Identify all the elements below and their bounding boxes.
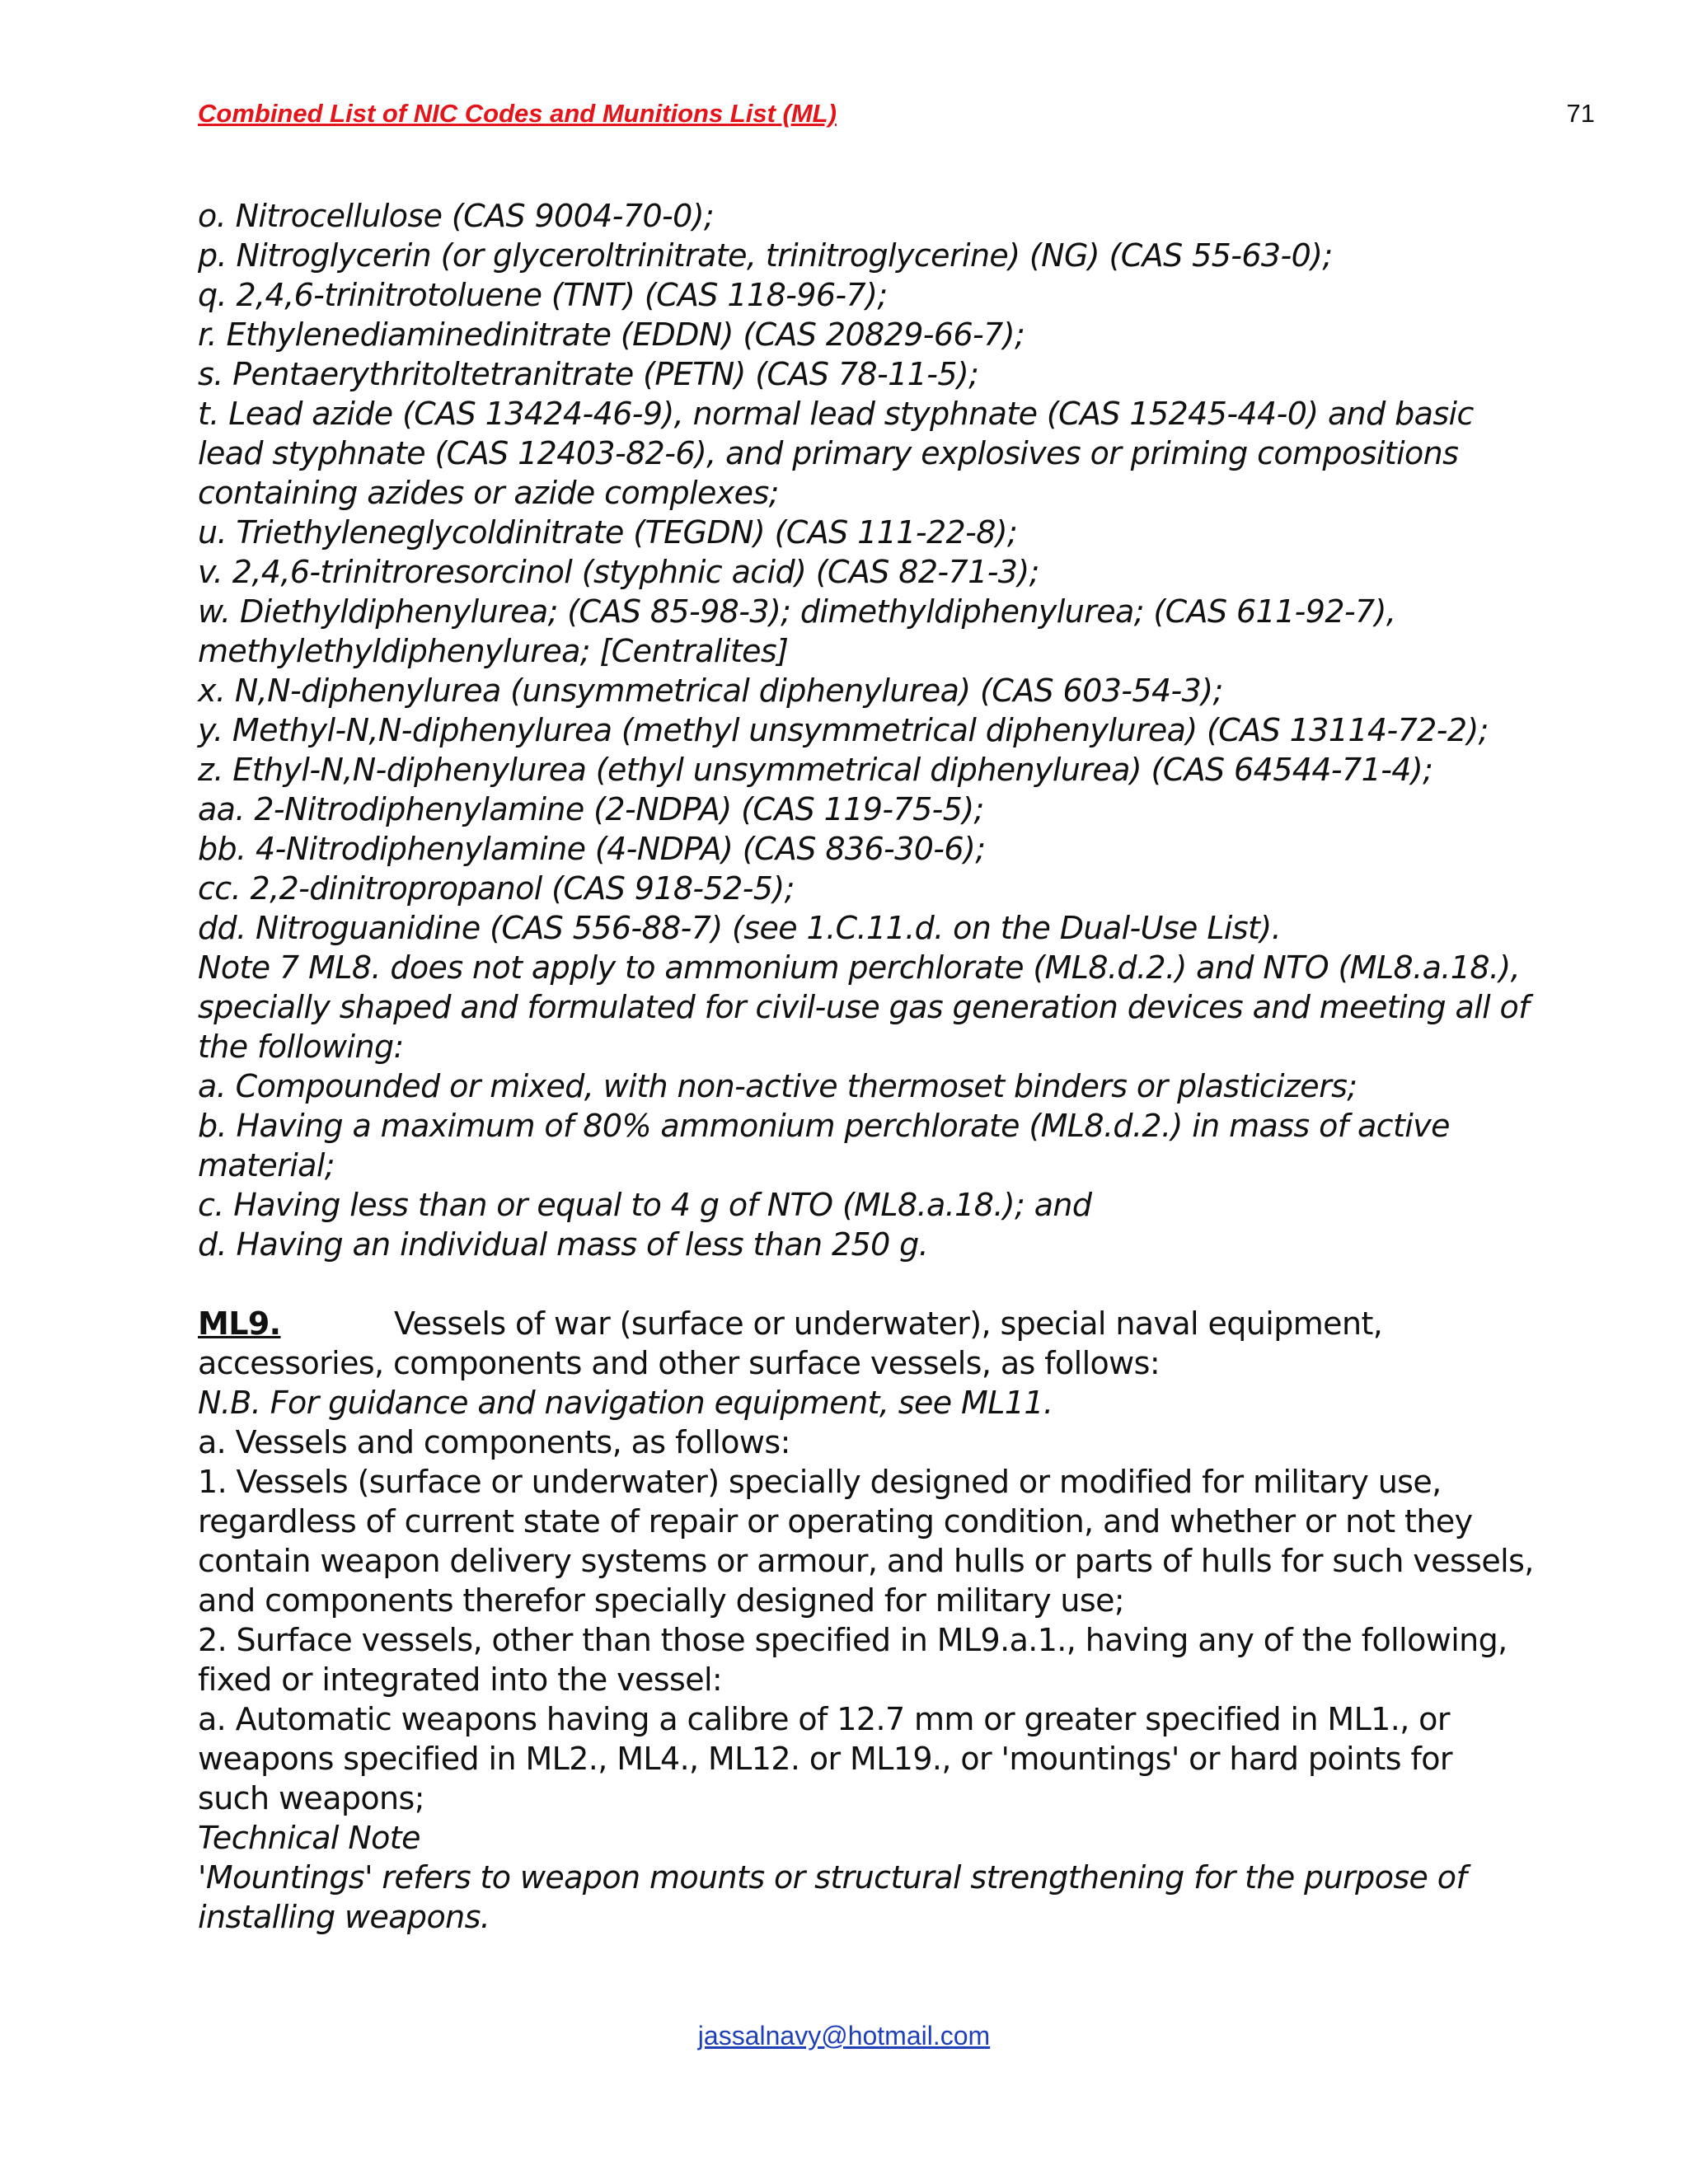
ml9-line: 1. Vessels (surface or underwater) specially designed or modified for military use, xyxy=(198,1464,1442,1500)
ml9-line: a. Automatic weapons having a calibre of 12.7 mm or greater specified in ML1., or xyxy=(198,1701,1450,1737)
ml9-line: contain weapon delivery systems or armour, and hulls or parts of hulls for such vessels, xyxy=(198,1543,1534,1579)
ml9-line: fixed or integrated into the vessel: xyxy=(198,1661,723,1698)
list-item: v. 2,4,6-trinitroresorcinol (styphnic acid) (CAS 82-71-3); xyxy=(198,554,1039,590)
list-item: dd. Nitroguanidine (CAS 556-88-7) (see 1.C.11.d. on the Dual-Use List). xyxy=(198,910,1282,946)
note-line: specially shaped and formulated for civil-use gas generation devices and meeting all of xyxy=(198,989,1529,1025)
list-item: aa. 2-Nitrodiphenylamine (2-NDPA) (CAS 119-75-5); xyxy=(198,791,984,827)
paragraph-gap xyxy=(198,1264,1484,1304)
ml9-line: such weapons; xyxy=(198,1780,424,1816)
list-item: bb. 4-Nitrodiphenylamine (4-NDPA) (CAS 836-30-6); xyxy=(198,831,986,867)
note-line: the following: xyxy=(198,1029,404,1065)
list-item: lead styphnate (CAS 12403-82-6), and primary explosives or priming compositions xyxy=(198,435,1459,471)
nb-note: N.B. For guidance and navigation equipment, see ML11. xyxy=(198,1385,1053,1421)
ml9-line: regardless of current state of repair or operating condition, and whether or not they xyxy=(198,1503,1473,1540)
ml9-line: a. Vessels and components, as follows: xyxy=(198,1424,790,1460)
list-item: containing azides or azide complexes; xyxy=(198,475,779,511)
note-line: d. Having an individual mass of less than 250 g. xyxy=(198,1226,929,1263)
note-line: Note 7 ML8. does not apply to ammonium perchlorate (ML8.d.2.) and NTO (ML8.a.18.), xyxy=(198,949,1521,986)
list-item: s. Pentaerythritoltetranitrate (PETN) (CAS 78-11-5); xyxy=(198,356,979,392)
list-item: w. Diethyldiphenylurea; (CAS 85-98-3); dimethyldiphenylurea; (CAS 611-92-7), xyxy=(198,593,1396,630)
list-item: t. Lead azide (CAS 13424-46-9), normal lead styphnate (CAS 15245-44-0) and basic xyxy=(198,396,1474,432)
technical-note-line: 'Mountings' refers to weapon mounts or structural strengthening for the purpose of xyxy=(198,1859,1467,1896)
list-item: y. Methyl-N,N-diphenylurea (methyl unsymmetrical diphenylurea) (CAS 13114-72-2); xyxy=(198,712,1489,748)
ml9-heading-line xyxy=(198,1304,1484,1343)
list-item: z. Ethyl-N,N-diphenylurea (ethyl unsymmetrical diphenylurea) (CAS 64544-71-4); xyxy=(198,752,1433,788)
list-item: cc. 2,2-dinitropropanol (CAS 918-52-5); xyxy=(198,870,795,907)
section-title: Vessels of war (surface or underwater), special naval equipment, xyxy=(394,1305,1383,1342)
note-line: c. Having less than or equal to 4 g of NTO (ML8.a.18.); and xyxy=(198,1187,1092,1223)
list-item: q. 2,4,6-trinitrotoluene (TNT) (CAS 118-96-7); xyxy=(198,277,888,313)
note-line: a. Compounded or mixed, with non-active thermoset binders or plasticizers; xyxy=(198,1068,1357,1104)
section-heading: ML9. xyxy=(198,1305,281,1342)
list-item: p. Nitroglycerin (or glyceroltrinitrate, trinitroglycerine) (NG) (CAS 55-63-0); xyxy=(198,237,1333,274)
list-item: o. Nitrocellulose (CAS 9004-70-0); xyxy=(198,198,715,234)
technical-note-line: installing weapons. xyxy=(198,1899,490,1935)
list-item: x. N,N-diphenylurea (unsymmetrical diphenylurea) (CAS 603-54-3); xyxy=(198,673,1223,709)
note-line: b. Having a maximum of 80% ammonium perchlorate (ML8.d.2.) in mass of active xyxy=(198,1108,1450,1144)
footer-email-link[interactable]: jassalnavy@hotmail.com xyxy=(697,2021,991,2050)
ml9-line: weapons specified in ML2., ML4., ML12. or ML19., or 'mountings' or hard points for xyxy=(198,1741,1452,1777)
section-title-continued: accessories, components and other surface vessels, as follows: xyxy=(198,1345,1160,1381)
list-item: r. Ethylenediaminedinitrate (EDDN) (CAS 20829-66-7); xyxy=(198,316,1025,353)
document-header-title: Combined List of NIC Codes and Munitions List (ML) xyxy=(198,99,837,128)
list-item: methylethyldiphenylurea; [Centralites] xyxy=(198,633,789,669)
document-body xyxy=(198,196,1534,1937)
ml9-line: 2. Surface vessels, other than those specified in ML9.a.1., having any of the following, xyxy=(198,1622,1507,1658)
list-item: u. Triethyleneglycoldinitrate (TEGDN) (CAS 111-22-8); xyxy=(198,514,1018,551)
technical-note-title: Technical Note xyxy=(198,1820,420,1856)
ml9-line: and components therefor specially designed for military use; xyxy=(198,1582,1125,1619)
note-line: material; xyxy=(198,1147,335,1183)
page-number: 71 xyxy=(1566,99,1595,128)
